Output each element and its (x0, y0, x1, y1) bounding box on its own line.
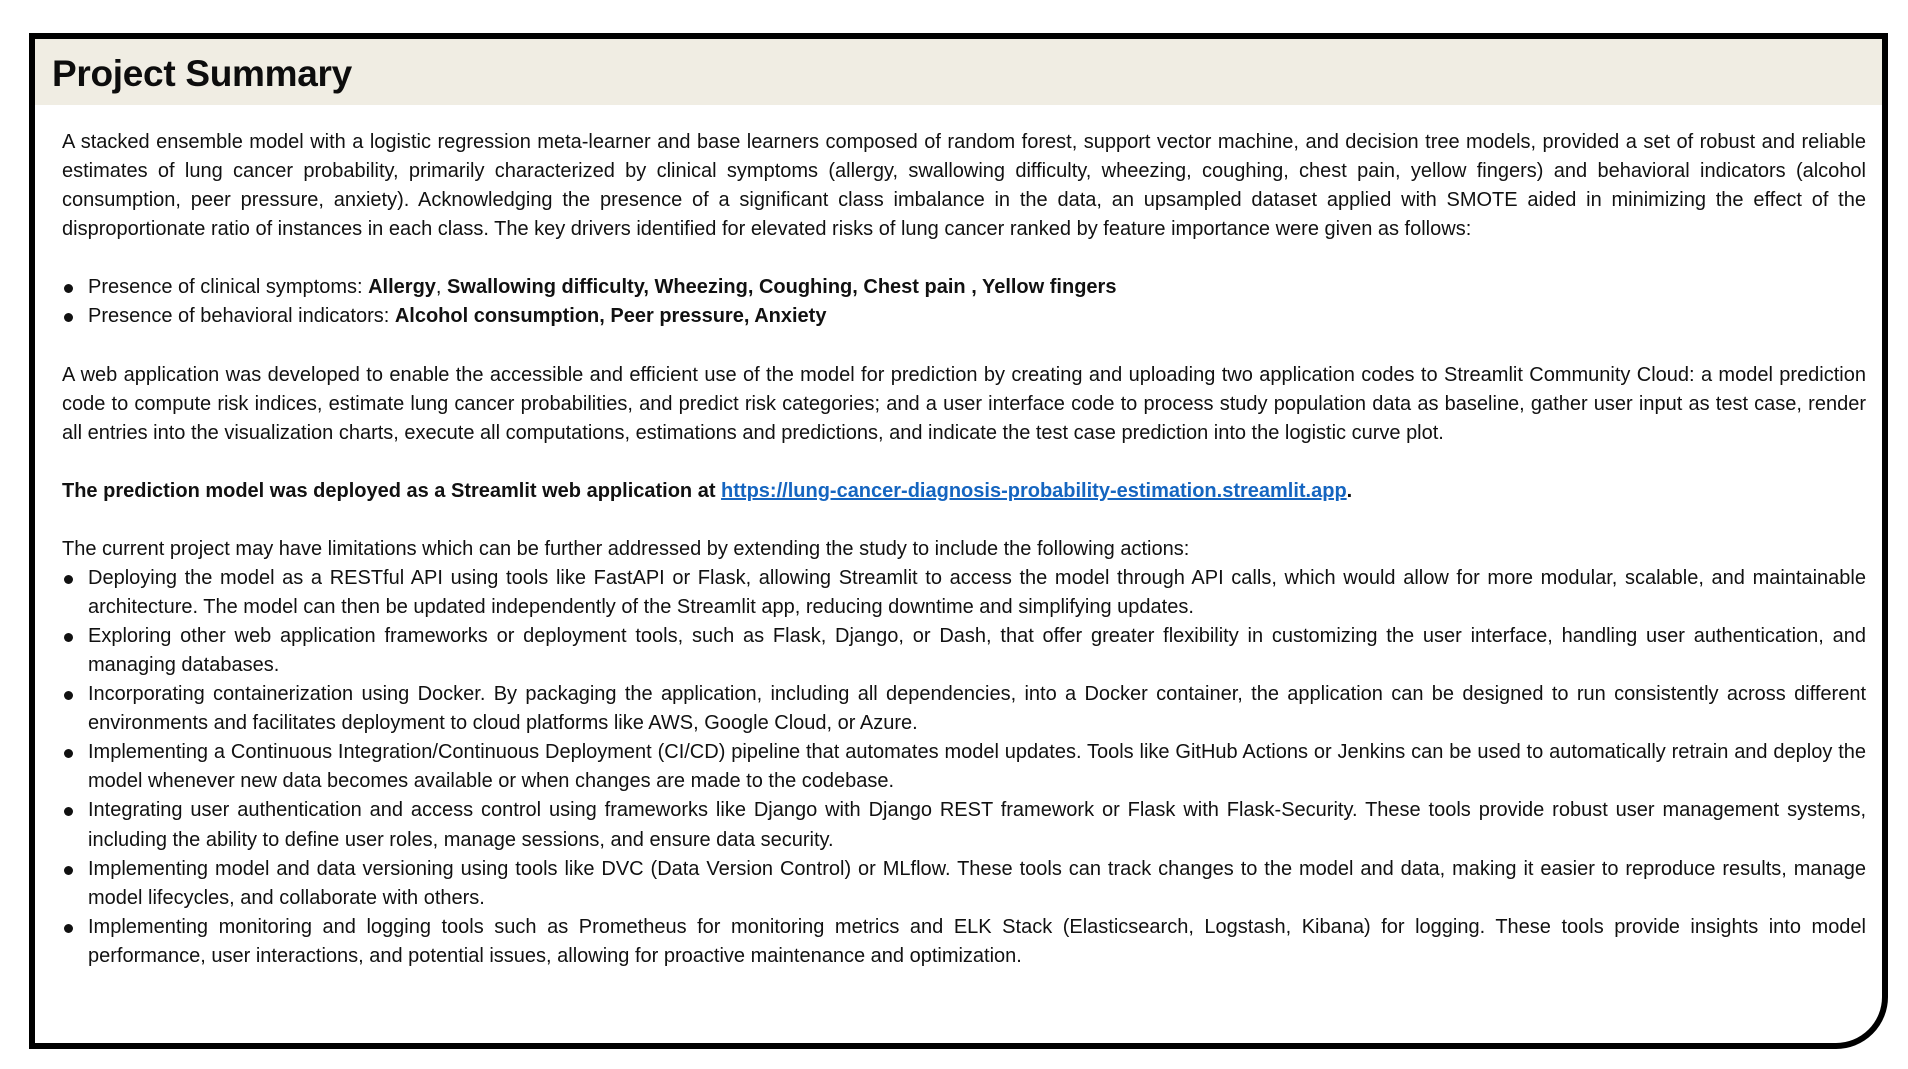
list-item-behavioral-indicators (62, 302, 1866, 331)
list-item (62, 680, 1866, 738)
list-item (62, 796, 1866, 854)
driver-label: Presence of behavioral indicators: (88, 305, 395, 328)
list-item (62, 564, 1866, 622)
spacer (62, 506, 1866, 535)
driver-item: Anxiety (754, 305, 827, 328)
bullet-icon (64, 284, 73, 293)
limitation-text: Implementing model and data versioning using tools like DVC (Data Version Control) or MLflow. These tools can track changes to the model and data, making it easier to reproduce results, manage model lifecycles, and collaborate with others. (88, 857, 1866, 909)
driver-item: Alcohol consumption (394, 305, 600, 328)
separator: , (852, 276, 864, 299)
deployment-prefix: The prediction model was deployed as a Streamlit web application at (62, 479, 722, 502)
card-body (35, 105, 1882, 971)
list-item (62, 913, 1866, 971)
separator: , (435, 276, 448, 299)
limitation-text: Implementing monitoring and logging tools such as Prometheus for monitoring metrics and ELK Stack (Elasticsearch, Logstash, Kibana) for logging. These tools provide insights into model performance, user interactions, and potential issues, allowing for proactive maintenance and optimization. (88, 915, 1866, 967)
bullet-icon (64, 575, 73, 584)
limitation-text: Implementing a Continuous Integration/Continuous Deployment (CI/CD) pipeline that automates model updates. Tools like GitHub Actions or Jenkins can be used to automatically retrain and deploy the model whenever new data becomes available or when changes are made to the codebase. (88, 741, 1866, 793)
bullet-icon (64, 691, 73, 700)
driver-item: Coughing (758, 276, 853, 299)
driver-item: Peer pressure (610, 305, 744, 328)
spacer (62, 331, 1866, 360)
bullet-icon (64, 313, 73, 322)
bullet-icon (64, 807, 73, 816)
limitation-text: Integrating user authentication and access control using frameworks like Django with Django REST framework or Flask with Flask-Security. These tools provide robust user management systems, including the ability to define user roles, manage sessions, and ensure data security. (88, 799, 1866, 851)
driver-item: Wheezing (654, 276, 748, 299)
project-summary-card (29, 33, 1888, 1049)
card-header (35, 39, 1882, 105)
driver-item: Yellow fingers (981, 276, 1117, 299)
separator: , (965, 276, 982, 299)
limitation-text: Incorporating containerization using Docker. By packaging the application, including all dependencies, into a Docker container, the application can be designed to run consistently across different environments and facilitates deployment to cloud platforms like AWS, Google Cloud, or Azure. (88, 683, 1866, 735)
driver-item: Allergy (368, 276, 436, 299)
limitations-list (62, 564, 1866, 971)
webapp-paragraph: A web application was developed to enable the accessible and efficient use of the model for prediction by creating and uploading two application codes to Streamlit Community Cloud: a model prediction code to compute risk indices, estimate lung cancer probabilities, and predict risk categories; and a user interface code to process study population data as baseline, gather user input as test case, render all entries into the visualization charts, execute all computations, estimations and predictions, and indicate the test case prediction into the logistic curve plot. (62, 363, 1866, 444)
spacer (62, 244, 1866, 273)
limitations-intro: The current project may have limitations which can be further addressed by extending the study to include the following actions: (62, 537, 1190, 560)
limitation-text: Exploring other web application frameworks or deployment tools, such as Flask, Django, or Dash, that offer greater flexibility in customizing the user interface, handling user authentication, and managing databases. (88, 625, 1866, 677)
driver-item: Swallowing difficulty (447, 276, 644, 299)
separator: , (747, 276, 759, 299)
limitation-text: Deploying the model as a RESTful API using tools like FastAPI or Flask, allowing Streamlit to access the model through API calls, which would allow for more modular, scalable, and maintainable architecture. The model can then be updated independently of the Streamlit app, reducing downtime and simplifying updates. (88, 566, 1866, 618)
page-title: Project Summary (52, 53, 352, 94)
driver-item: Chest pain (863, 276, 966, 299)
deployment-suffix: . (1346, 479, 1353, 502)
list-item (62, 622, 1866, 680)
streamlit-app-link[interactable]: https://lung-cancer-diagnosis-probability-estimation.streamlit.app (721, 479, 1347, 502)
bullet-icon (64, 924, 73, 933)
intro-paragraph: A stacked ensemble model with a logistic regression meta-learner and base learners composed of random forest, support vector machine, and decision tree models, provided a set of robust and reliable estimates of lung cancer probability, primarily characterized by clinical symptoms (allergy, swallowing difficulty, wheezing, coughing, chest pain, yellow fingers) and behavioral indicators (alcohol consumption, peer pressure, anxiety). Acknowledging the presence of a significant class imbalance in the data, an upsampled dataset applied with SMOTE aided in minimizing the effect of the disproportionate ratio of instances in each class. The key drivers identified for elevated risks of lung cancer ranked by feature importance were given as follows: (62, 131, 1866, 241)
list-item (62, 738, 1866, 796)
separator: , (743, 305, 755, 328)
bullet-icon (64, 633, 73, 642)
separator: , (599, 305, 611, 328)
list-item-clinical-symptoms (62, 273, 1866, 302)
list-item (62, 855, 1866, 913)
deployment-statement (62, 477, 1866, 506)
driver-label: Presence of clinical symptoms: (88, 276, 369, 299)
key-drivers-list (62, 273, 1866, 331)
separator: , (643, 276, 655, 299)
spacer (62, 448, 1866, 477)
bullet-icon (64, 749, 73, 758)
bullet-icon (64, 866, 73, 875)
